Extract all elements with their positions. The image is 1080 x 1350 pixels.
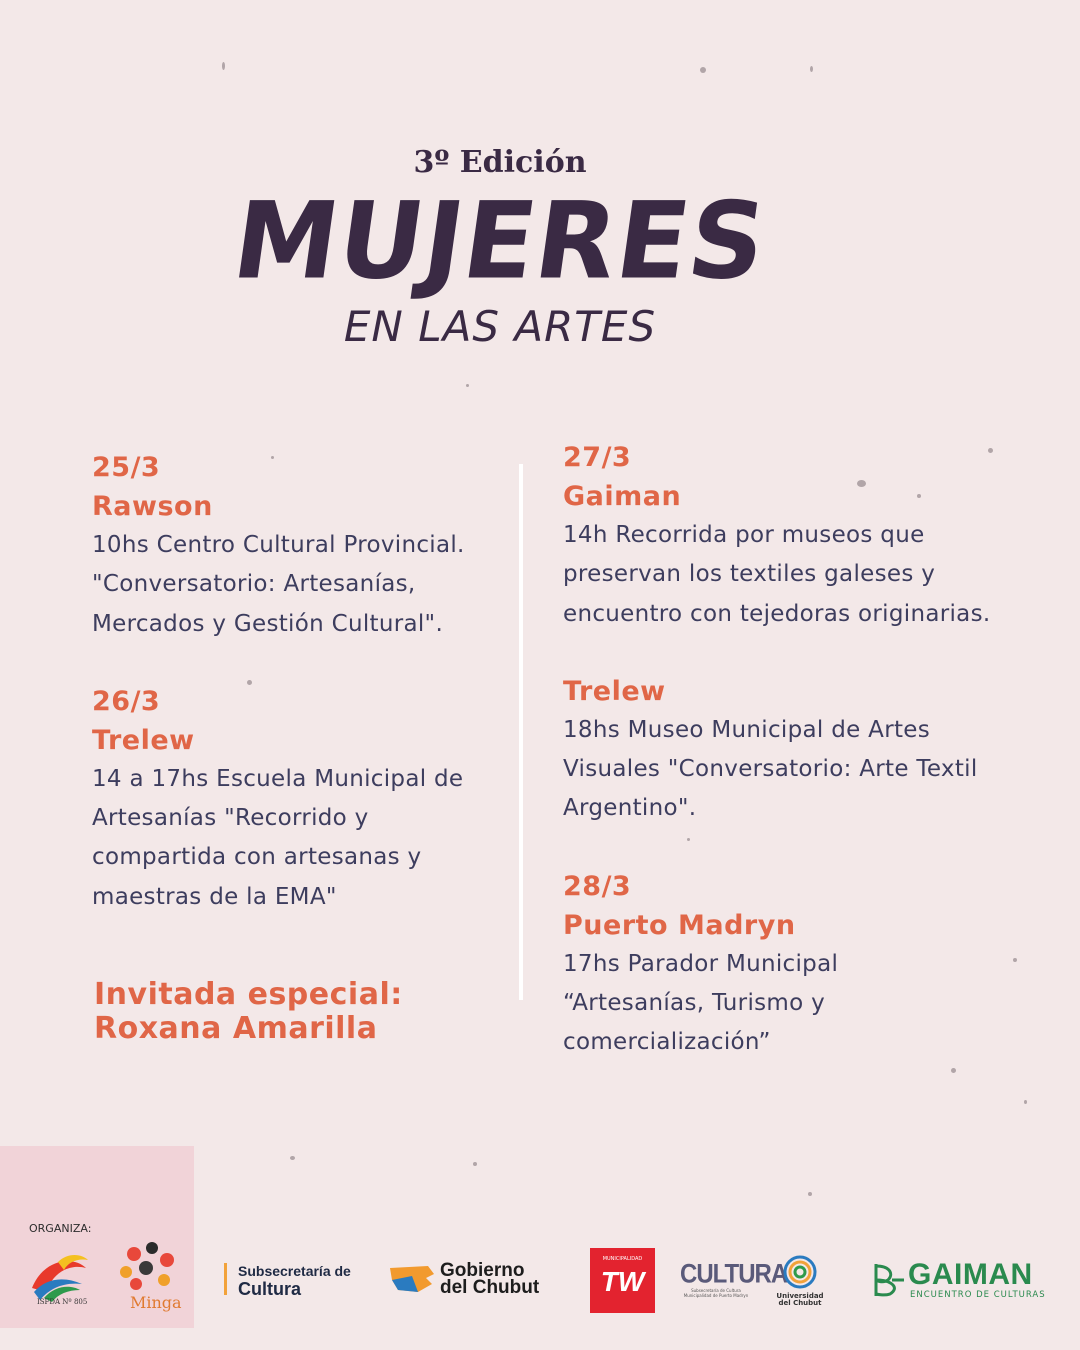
gaiman-tagline: ENCUENTRO DE CULTURAS — [910, 1290, 1046, 1300]
universidad-line2: del Chubut — [778, 1299, 822, 1307]
subsecretaria-line2: Cultura — [238, 1279, 301, 1299]
trelew-logo — [590, 1248, 655, 1313]
event-date: 27/3 — [563, 442, 632, 473]
event-place: Gaiman — [563, 481, 682, 512]
gaiman-wordmark: GAIMAN — [908, 1258, 1033, 1291]
event-line: “Artesanías, Turismo y — [563, 990, 826, 1017]
event-line: 10hs Centro Cultural Provincial. — [92, 532, 465, 558]
right-column — [563, 438, 1033, 1063]
special-guest-name: Roxana Amarilla — [94, 1011, 378, 1046]
event-place: Puerto Madryn — [563, 909, 796, 941]
event-block — [92, 682, 502, 917]
gaiman-logo — [908, 1260, 1046, 1300]
special-guest — [94, 978, 514, 1046]
event-block — [563, 438, 1033, 634]
gobierno-line1: Gobierno — [440, 1260, 525, 1281]
minga-wordmark: Minga — [130, 1293, 182, 1312]
event-line: encuentro con tejedoras originarias. — [563, 600, 991, 627]
isfda-caption: ISFDA Nº 805 — [37, 1298, 88, 1306]
event-date: 28/3 — [563, 870, 632, 902]
event-line: 17hs Parador Municipal — [563, 950, 839, 977]
event-line: compartida con artesanas y — [92, 844, 422, 871]
event-line: maestras de la EMA" — [92, 883, 337, 910]
gobierno-chubut-logo — [440, 1262, 539, 1296]
gaiman-leaf-icon — [870, 1260, 906, 1300]
event-line: Artesanías "Recorrido y — [92, 805, 369, 832]
event-date: 26/3 — [92, 685, 161, 717]
universidad-chubut-logo — [774, 1255, 826, 1307]
event-line: "Conversatorio: Artesanías, — [92, 571, 416, 598]
event-line: preservan los textiles galeses y — [563, 561, 936, 588]
left-column — [92, 448, 502, 917]
event-block — [92, 448, 502, 644]
subsecretaria-logo — [238, 1262, 351, 1298]
page-subtitle: EN LAS ARTES — [343, 302, 657, 351]
chubut-map-icon — [388, 1262, 436, 1296]
cultura-madryn-logo — [680, 1259, 788, 1298]
special-guest-label: Invitada especial: — [94, 977, 403, 1012]
cultura-caption: Subsecretaría de Cultura Municipalidad de Puerto Madryn — [683, 1288, 749, 1298]
event-line: comercialización” — [563, 1029, 771, 1056]
cultura-wordmark: CULTURA — [680, 1259, 788, 1290]
gobierno-line2: del Chubut — [440, 1277, 540, 1298]
tw-caption: MUNICIPALIDAD — [602, 1256, 643, 1262]
event-date: 25/3 — [92, 452, 161, 483]
subsecretaria-line1: Subsecretaría de — [238, 1263, 351, 1279]
event-place: Trelew — [92, 724, 195, 756]
event-place: Trelew — [563, 675, 666, 707]
event-line: Mercados y Gestión Cultural". — [92, 610, 444, 637]
event-line: Argentino". — [563, 795, 697, 822]
event-line: 18hs Museo Municipal de Artes — [563, 716, 930, 743]
tw-wordmark: TW — [600, 1266, 645, 1297]
event-line: Visuales "Conversatorio: Arte Textil — [563, 756, 978, 783]
page-title: MUJERES — [225, 178, 775, 304]
event-line: 14h Recorrida por museos que — [563, 522, 925, 548]
minga-logo-icon — [112, 1238, 182, 1314]
event-line: 14 a 17hs Escuela Municipal de — [92, 765, 464, 792]
universidad-emblem-icon — [778, 1255, 822, 1289]
edition-label: 3º Edición — [413, 145, 587, 180]
subsecretaria-bar — [224, 1263, 227, 1295]
universidad-line1: Universidad — [776, 1292, 824, 1300]
organiza-label: ORGANIZA: — [29, 1222, 92, 1235]
event-place: Rawson — [92, 491, 213, 522]
column-divider — [519, 464, 523, 1000]
event-block — [563, 672, 1033, 829]
event-block — [563, 867, 1033, 1063]
